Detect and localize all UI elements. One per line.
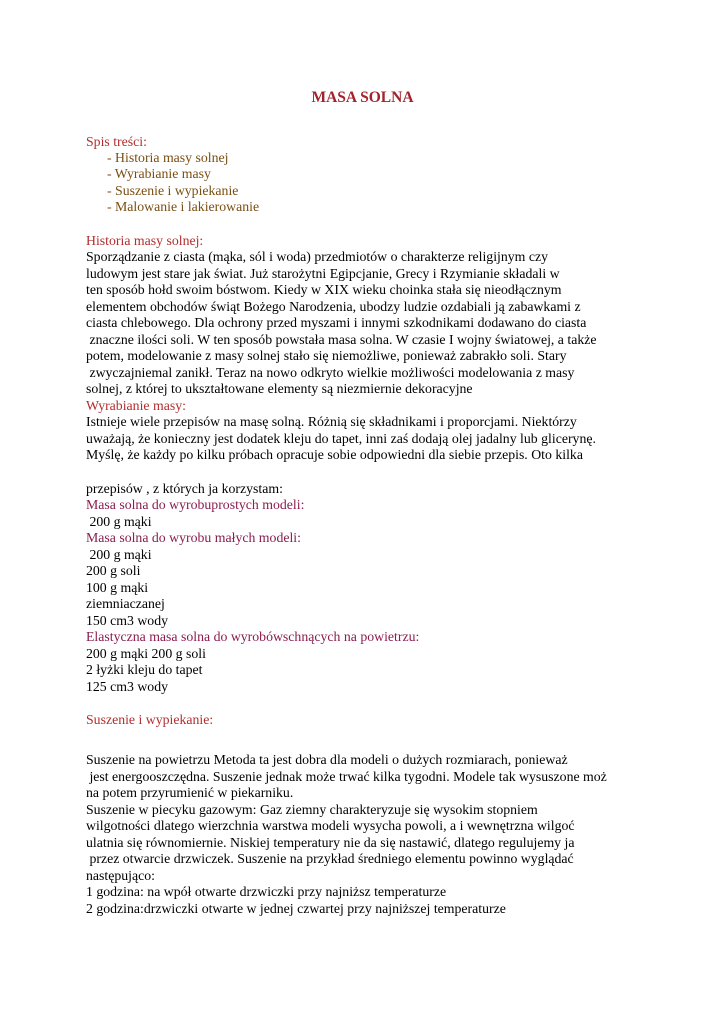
toc-item-drying[interactable]: - Suszenie i wypiekanie [107,183,239,198]
toc-item-history[interactable]: - Historia masy solnej [107,150,229,165]
making-heading: Wyrabianie masy: [86,398,186,413]
making-line: Istnieje wiele przepisów na masę solną. Różnią się składnikami i proporcjami. Niektórzy [86,414,577,429]
history-line: ten sposób hołd swoim bóstwom. Kiedy w XIX wieku choinka stała się nieodłącznym [86,282,562,297]
drying-line: następująco: [86,868,155,883]
history-line: zwyczajniemal zanikł. Teraz na nowo odkryto wielkie możliwości modelowania z masy [86,365,575,380]
history-line: znaczne ilości soli. W ten sposób powstała masa solna. W czasie I wojny światowej, a także [86,332,597,347]
drying-line: ulatnia się równomiernie. Niskiej temperatury nie da się nastawić, dlatego regulujemy ja [86,835,575,850]
drying-line: wilgotności dlatego wierzchnia warstwa modeli wysycha powoli, a i wewnętrzna wilgoć [86,818,575,833]
drying-heading: Suszenie i wypiekanie: [86,712,214,727]
history-line: solnej, z której to ukształtowane elementy są niezmiernie dekoracyjne [86,381,473,396]
history-heading: Historia masy solnej: [86,233,204,248]
history-line: ludowym jest stare jak świat. Już starożytni Egipcjanie, Grecy i Rzymianie składali w [86,266,560,281]
drying-line: 1 godzina: na wpół otwarte drzwiczki przy najniższ temperaturze [86,884,447,899]
recipe-name: Masa solna do wyrobuprostych modeli: [86,497,305,512]
recipe-name: Elastyczna masa solna do wyrobówschnących na powietrzu: [86,629,420,644]
recipe-ingredient: 200 g mąki [86,514,152,529]
recipe-ingredient: 200 g mąki [86,547,152,562]
making-line: przepisów , z których ja korzystam: [86,481,283,496]
recipe-name: Masa solna do wyrobu małych modeli: [86,530,301,545]
drying-line: Suszenie w piecyku gazowym: Gaz ziemny charakteryzuje się wysokim stopniem [86,802,538,817]
drying-line: Suszenie na powietrzu Metoda ta jest dobra dla modeli o dużych rozmiarach, ponieważ [86,752,568,767]
recipe-ingredient: 125 cm3 wody [86,679,169,694]
drying-line: jest energooszczędna. Suszenie jednak może trwać kilka tygodni. Modele tak wysuszone moż [86,769,607,784]
drying-line: 2 godzina:drzwiczki otwarte w jednej czwartej przy najniższej temperaturze [86,901,506,916]
history-line: elementem obchodów świąt Bożego Narodzenia, ubodzy ludzie ozdabiali ją zabawkami z [86,299,581,314]
recipe-ingredient: 2 łyżki kleju do tapet [86,662,203,677]
recipe-ingredient: ziemniaczanej [86,596,165,611]
recipe-ingredient: 200 g soli [86,563,141,578]
toc-item-painting[interactable]: - Malowanie i lakierowanie [107,199,260,214]
recipe-ingredient: 100 g mąki [86,580,149,595]
toc-item-making[interactable]: - Wyrabianie masy [107,166,211,181]
drying-line: na potem przyrumienić w piekarniku. [86,785,294,800]
drying-line: przez otwarcie drzwiczek. Suszenie na przykład średniego elementu powinno wyglądać [86,851,574,866]
history-line: ciasta chlebowego. Dla ochrony przed myszami i innymi szkodnikami dodawano do ciasta [86,315,587,330]
making-line: Myślę, że każdy po kilku próbach opracuje sobie odpowiedni dla siebie przepis. Oto kilka [86,447,583,462]
recipe-ingredient: 200 g mąki 200 g soli [86,646,206,661]
toc-heading: Spis treści: [86,134,147,149]
recipe-ingredient: 150 cm3 wody [86,613,169,628]
document-title: MASA SOLNA [311,89,414,106]
history-line: Sporządzanie z ciasta (mąka, sól i woda) przedmiotów o charakterze religijnym czy [86,249,549,264]
history-line: potem, modelowanie z masy solnej stało się niemożliwe, ponieważ zabrakło soli. Stary [86,348,567,363]
making-line: uważają, że konieczny jest dodatek kleju do tapet, inni zaś dodają olej jadalny lub glicerynę. [86,431,596,446]
